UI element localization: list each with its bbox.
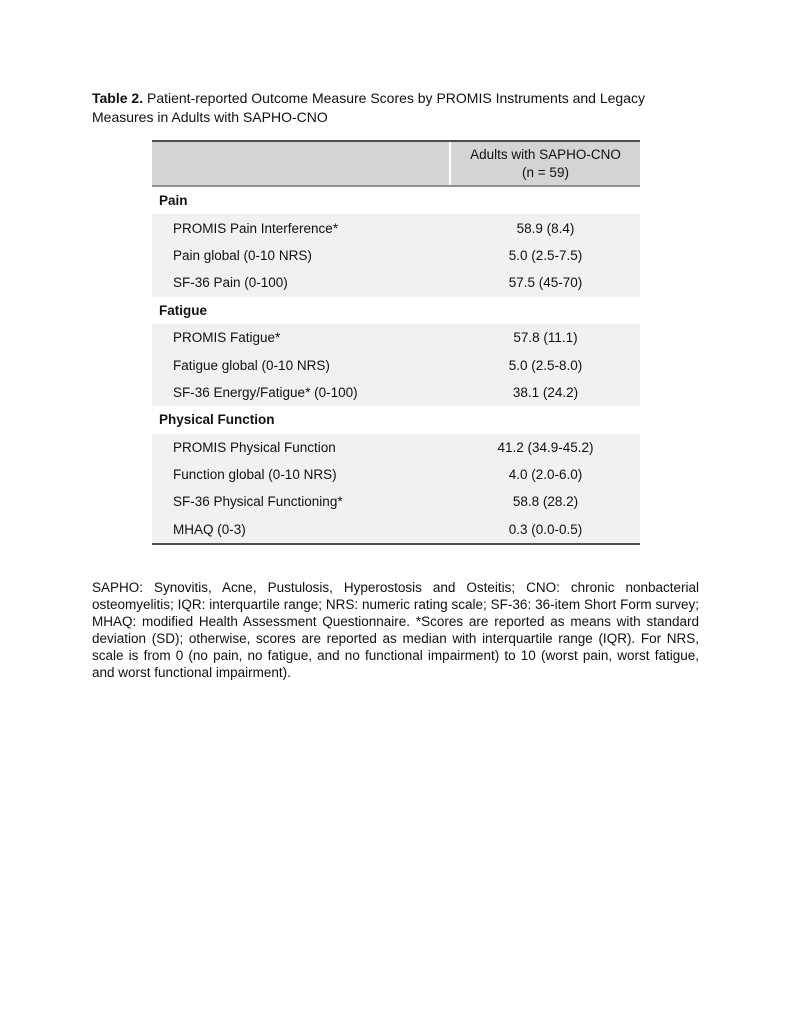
measure-row [152,461,640,488]
section-row [152,187,640,214]
section-row [152,297,640,324]
table-footnote: SAPHO: Synovitis, Acne, Pustulosis, Hyperostosis and Osteitis; CNO: chronic nonbacterial osteomyelitis; IQR: interquartile range; NRS: numeric rating scale; SF-36: 36-item Short Form survey; MHAQ: modified Health Assessment Questionnaire. *Scores are reported as means with standard deviation (SD); otherwise, scores are reported as median with interquartile range (IQR). For NRS, scale is from 0 (no pain, no fatigue, and no functional impairment) to 10 (worst pain, worst fatigue, and worst functional impairment). [92,580,699,680]
header-column-label-line2: (n = 59) [522,164,569,180]
measure-value: 57.5 (45-70) [508,275,583,291]
table-header-row [152,140,640,187]
measure-value: 38.1 (24.2) [512,384,579,400]
header-column-label [451,142,640,185]
measure-value: 5.0 (2.5-7.5) [508,247,583,263]
header-spacer-cell [152,142,451,185]
section-label: Fatigue [159,302,208,318]
measure-value: 58.8 (28.2) [512,494,579,510]
section-label: Pain [159,193,188,209]
table-caption-text: Patient-reported Outcome Measure Scores by PROMIS Instruments and Legacy Measures in Adults with SAPHO-CNO [92,90,645,125]
table-caption-number: Table 2. [92,90,144,106]
outcome-table [152,140,640,545]
measure-value: 58.9 (8.4) [516,220,575,236]
table-caption [92,89,684,127]
measure-row [152,324,640,351]
measure-value: 41.2 (34.9-45.2) [497,439,594,455]
measure-row [152,214,640,241]
measure-row [152,488,640,515]
measure-value: 57.8 (11.1) [513,330,578,346]
measure-row [152,379,640,406]
measure-row [152,269,640,296]
section-row [152,406,640,433]
measure-label: PROMIS Pain Interference* [173,220,339,236]
measure-label: PROMIS Physical Function [173,439,336,455]
measure-label: SF-36 Pain (0-100) [173,275,288,291]
measure-row [152,516,640,543]
measure-row [152,242,640,269]
measure-row [152,351,640,378]
table-body [152,187,640,545]
measure-label: PROMIS Fatigue* [173,330,281,346]
measure-label: SF-36 Energy/Fatigue* (0-100) [173,384,358,400]
measure-value: 4.0 (2.0-6.0) [508,467,583,483]
measure-label: MHAQ (0-3) [173,521,246,537]
measure-value: 5.0 (2.5-8.0) [508,357,583,373]
measure-label: SF-36 Physical Functioning* [173,494,343,510]
section-label: Physical Function [159,412,275,428]
header-column-label-line1: Adults with SAPHO-CNO [470,146,621,162]
measure-value: 0.3 (0.0-0.5) [508,521,583,537]
measure-label: Function global (0-10 NRS) [173,467,337,483]
measure-row [152,434,640,461]
measure-label: Fatigue global (0-10 NRS) [173,357,330,373]
measure-label: Pain global (0-10 NRS) [173,247,312,263]
